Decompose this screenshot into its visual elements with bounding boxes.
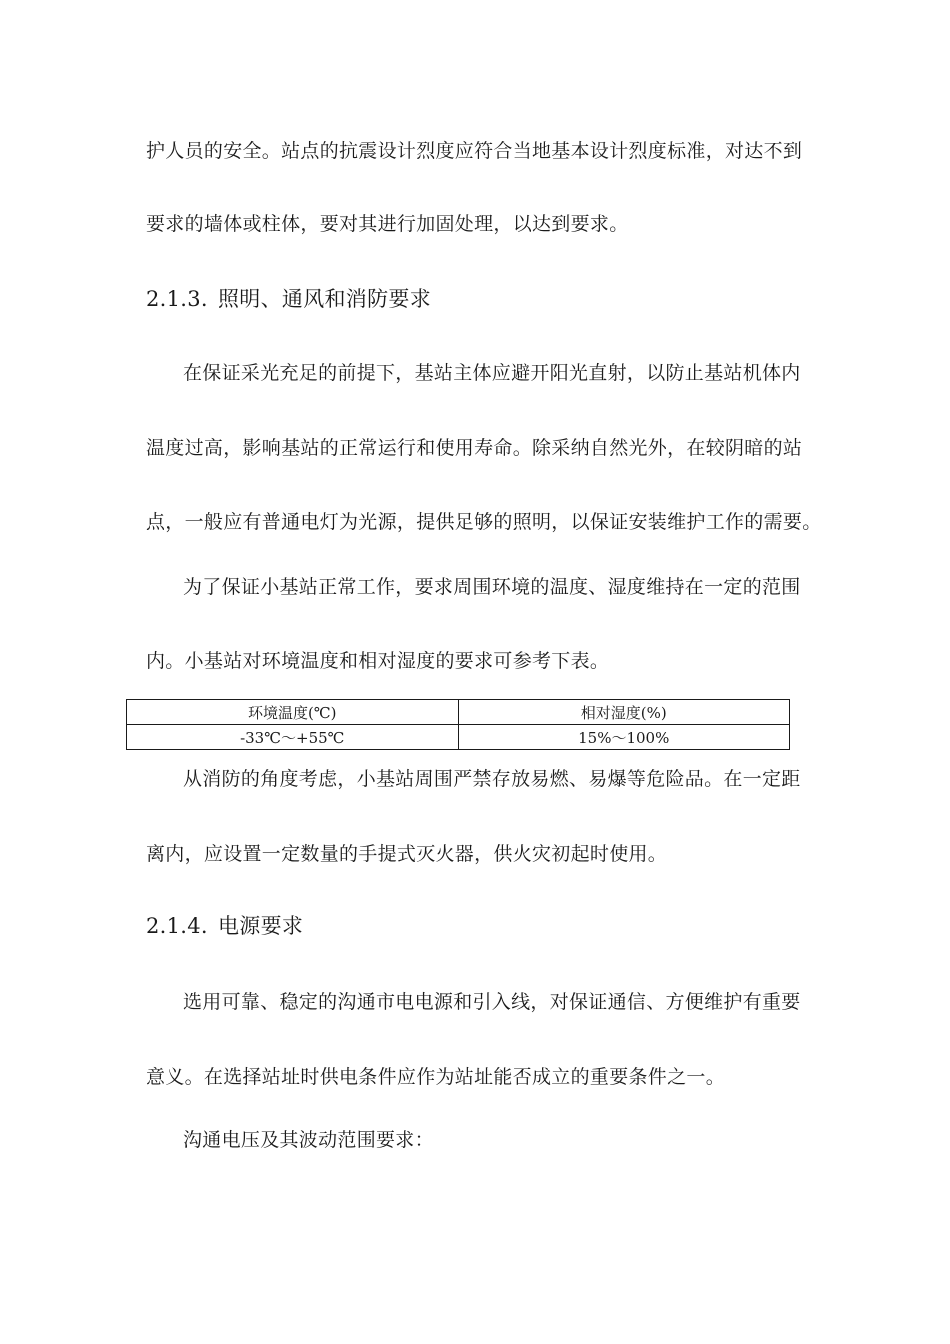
paragraph-line: 在保证采光充足的前提下，基站主体应避开阳光直射，以防止基站机体内 <box>183 362 801 384</box>
paragraph-line: 离内，应设置一定数量的手提式灭火器，供火灾初起时使用。 <box>146 843 668 865</box>
table-cell: 15%～100% <box>458 725 790 750</box>
table-cell: -33℃～+55℃ <box>127 725 459 750</box>
section-number: 2.1.3. <box>146 287 208 311</box>
table-header-row <box>127 700 790 725</box>
paragraph-line: 为了保证小基站正常工作，要求周围环境的温度、湿度维持在一定的范围 <box>183 576 801 598</box>
table-header-cell: 环境温度(℃) <box>127 700 459 725</box>
section-heading-2-1-4 <box>146 913 303 939</box>
section-title: 照明、通风和消防要求 <box>218 287 431 311</box>
paragraph-line: 要求的墙体或柱体，要对其进行加固处理，以达到要求。 <box>146 213 629 235</box>
paragraph-line: 内。小基站对环境温度和相对湿度的要求可参考下表。 <box>146 650 610 672</box>
table-header-cell: 相对湿度(%) <box>458 700 790 725</box>
paragraph-line: 从消防的角度考虑，小基站周围严禁存放易燃、易爆等危险品。在一定距 <box>183 768 801 790</box>
paragraph-line: 沟通电压及其波动范围要求： <box>183 1129 434 1151</box>
paragraph-line: 温度过高，影响基站的正常运行和使用寿命。除采纳自然光外，在较阴暗的站 <box>146 437 803 459</box>
section-heading-2-1-3 <box>146 286 431 312</box>
table-row <box>127 725 790 750</box>
paragraph-line: 护人员的安全。站点的抗震设计烈度应符合当地基本设计烈度标准，对达不到 <box>146 140 803 162</box>
section-title: 电源要求 <box>218 914 304 938</box>
paragraph-line: 意义。在选择站址时供电条件应作为站址能否成立的重要条件之一。 <box>146 1066 726 1088</box>
environment-requirements-table <box>126 699 790 750</box>
section-number: 2.1.4. <box>146 914 208 938</box>
paragraph-line: 点，一般应有普通电灯为光源，提供足够的照明，以保证安装维护工作的需要。 <box>146 511 822 533</box>
paragraph-line: 选用可靠、稳定的沟通市电电源和引入线，对保证通信、方便维护有重要 <box>183 991 801 1013</box>
